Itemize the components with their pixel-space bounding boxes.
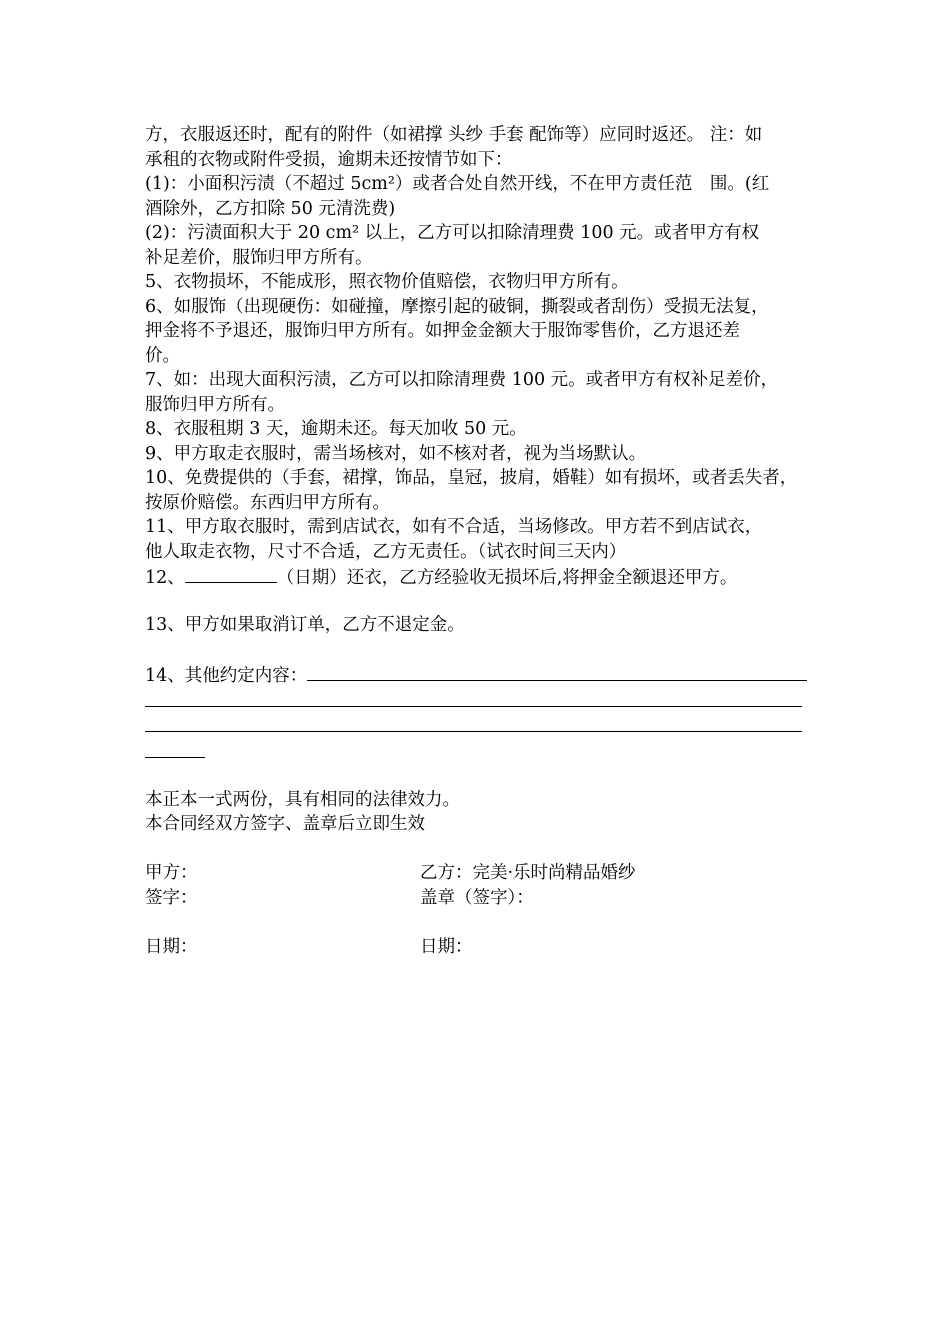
clause-line: 补足差价，服饰归甲方所有。 — [145, 247, 373, 268]
spacer — [145, 638, 810, 663]
clause-line: 9、甲方取走衣服时，需当场核对，如不核对者，视为当场默认。 — [145, 443, 647, 464]
clause-line: 押金将不予退还，服饰归甲方所有。如押金金额大于服饰零售价，乙方退还差 — [145, 321, 740, 341]
other-terms-blank[interactable] — [307, 662, 807, 681]
spacer — [145, 589, 810, 614]
clause-14-label: 14、其他约定内容： — [145, 666, 308, 686]
spacer — [145, 837, 810, 862]
spacer — [145, 910, 810, 935]
clause-12-text: （日期）还衣，乙方经验收无损坏后,将押金全额退还甲方。 — [276, 568, 738, 588]
clause-line: 方，衣服返还时，配有的附件（如裙撑 头纱 手套 配饰等）应同时返还。 注：如 — [145, 125, 763, 145]
clause-line: 价。 — [145, 345, 180, 366]
party-a-label: 甲方： — [145, 863, 198, 883]
clause-line: 他人取走衣物，尺寸不合适，乙方无责任。（试衣时间三天内） — [145, 541, 627, 562]
closing-line: 本正本一式两份，具有相同的法律效力。 — [145, 789, 460, 810]
clause-12-prefix: 12、 — [145, 568, 185, 588]
clause-line: 承租的衣物或附件受损，逾期未还按情节如下： — [145, 149, 513, 170]
clause-line: 5、衣物损坏，不能成形，照衣物价值赔偿，衣物归甲方所有。 — [145, 272, 629, 292]
contract-page — [145, 123, 810, 959]
other-terms-line[interactable] — [145, 738, 205, 758]
clause-line: 8、衣服租期 3 天，逾期未还。每天加收 50 元。 — [145, 419, 527, 439]
other-terms-line[interactable] — [145, 712, 802, 732]
spacer — [145, 763, 810, 788]
clause-13: 13、甲方如果取消订单，乙方不退定金。 — [145, 615, 465, 635]
seal-label: 盖章（签字）： — [420, 887, 534, 908]
signature-row — [145, 886, 810, 911]
party-b-label: 乙方：完美·乐时尚精品婚纱 — [420, 863, 636, 883]
clause-line: 酒除外，乙方扣除 50 元清洗费) — [145, 198, 396, 219]
date-a-label: 日期： — [145, 936, 198, 957]
clause-line: 7、如：出现大面积污渍，乙方可以扣除清理费 100 元。或者甲方有权补足差价， — [145, 370, 779, 390]
clause-line: 11、甲方取衣服时，需到店试衣，如有不合适，当场修改。甲方若不到店试衣， — [145, 517, 763, 537]
clause-14 — [145, 662, 810, 687]
signature-row — [145, 861, 810, 886]
contract-clauses — [145, 123, 810, 564]
date-b-label: 日期： — [420, 936, 473, 957]
clause-line: 6、如服饰（出现硬伤：如碰撞，摩擦引起的破铜，撕裂或者刮伤）受损无法复， — [145, 296, 769, 317]
date-row — [145, 935, 810, 960]
clause-line: 按原价赔偿。东西归甲方所有。 — [145, 492, 390, 513]
return-date-blank[interactable] — [185, 564, 277, 583]
sign-label: 签字： — [145, 887, 198, 908]
clause-12 — [145, 564, 810, 589]
clause-line: 服饰归甲方所有。 — [145, 394, 285, 415]
clause-line: 10、免费提供的（手套，裙撑，饰品，皇冠，披肩，婚鞋）如有损坏，或者丢失者， — [145, 468, 798, 488]
other-terms-line[interactable] — [145, 687, 802, 707]
clause-line: (2)：污渍面积大于 20 cm² 以上，乙方可以扣除清理费 100 元。或者甲方有权 — [145, 223, 760, 243]
clause-line: (1)：小面积污渍（不超过 5cm²）或者合处自然开线，不在甲方责任范 围。(红 — [145, 174, 770, 194]
closing-line: 本合同经双方签字、盖章后立即生效 — [145, 814, 425, 834]
